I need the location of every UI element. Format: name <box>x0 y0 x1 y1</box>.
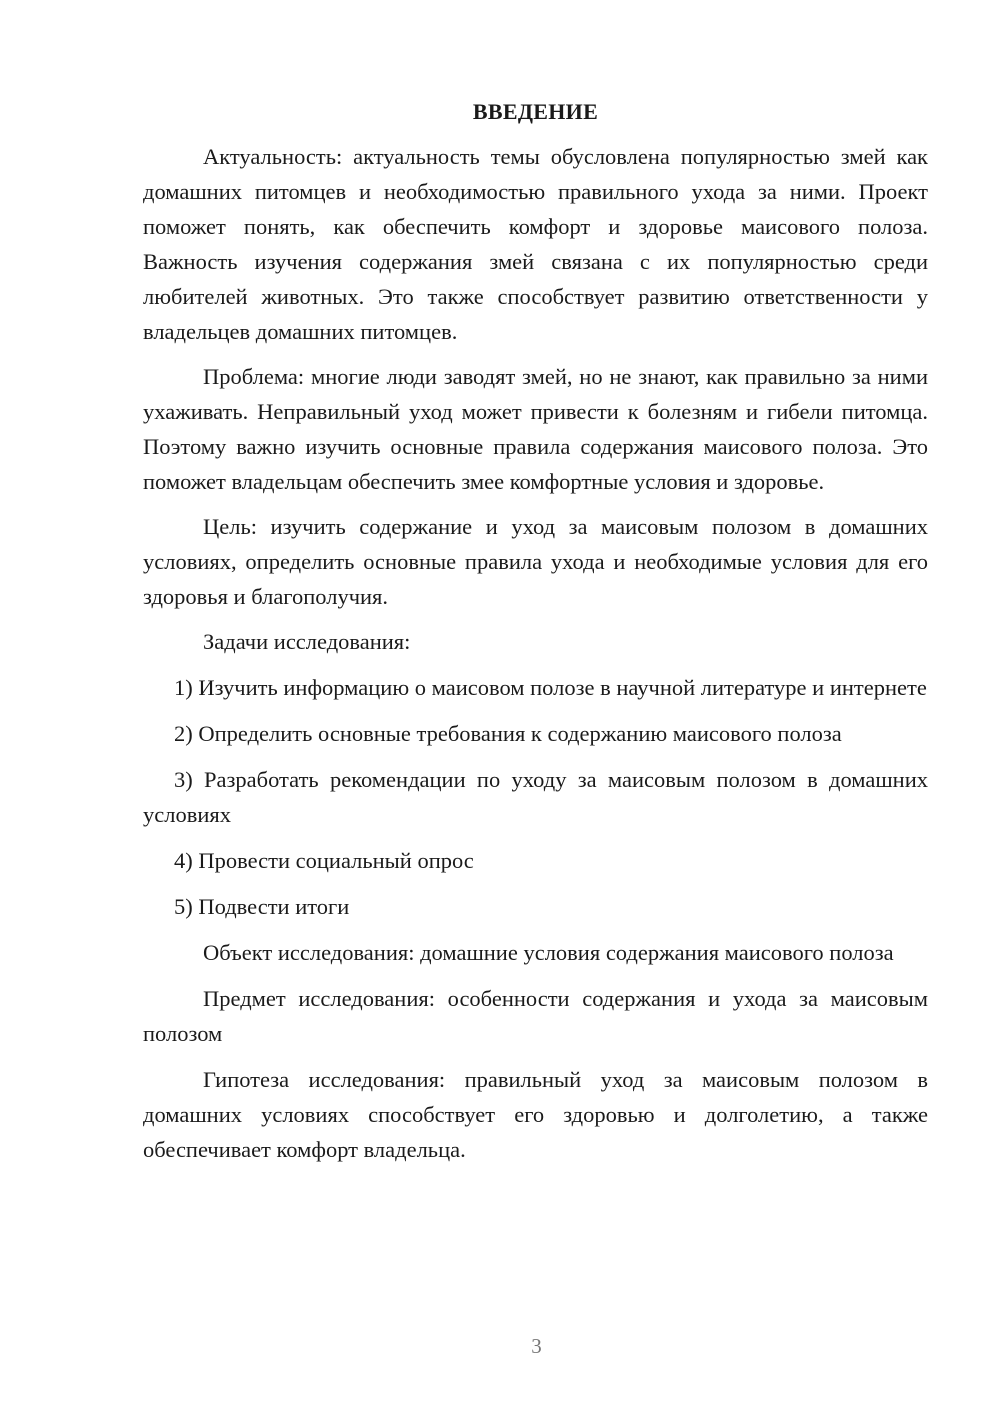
task-item-1: 1) Изучить информацию о маисовом полозе в научной литературе и интернете <box>174 675 927 700</box>
page-number: 3 <box>531 1334 542 1358</box>
page-content <box>143 94 928 1167</box>
paragraph-relevance: Актуальность: актуальность темы обусловлена популярностью змей как домашних питомцев и необходимостью правильного ухода за ними. Проект поможет понять, как обеспечить комфорт и здоровье маисового полоза. Важность изучения содержания змей связана с их популярностью среди любителей животных. Это также способствует развитию ответственности у владельцев домашних питомцев. <box>143 144 928 344</box>
section-title: ВВЕДЕНИЕ <box>472 99 599 124</box>
task-item-3: 3) Разработать рекомендации по уходу за маисовым полозом в домашних условиях <box>143 767 928 827</box>
paragraph-goal: Цель: изучить содержание и уход за маисовым полозом в домашних условиях, определить основные правила ухода и необходимые условия для его здоровья и благополучия. <box>143 514 928 609</box>
paragraph-hypothesis: Гипотеза исследования: правильный уход за маисовым полозом в домашних условиях способствует его здоровью и долголетию, а также обеспечивает комфорт владельца. <box>143 1067 928 1162</box>
task-item-4: 4) Провести социальный опрос <box>174 848 474 873</box>
task-item-2: 2) Определить основные требования к содержанию маисового полоза <box>174 721 842 746</box>
tasks-heading: Задачи исследования: <box>203 629 411 654</box>
paragraph-object: Объект исследования: домашние условия содержания маисового полоза <box>203 940 894 965</box>
task-item-5: 5) Подвести итоги <box>174 894 350 919</box>
paragraph-problem: Проблема: многие люди заводят змей, но не знают, как правильно за ними ухаживать. Неправильный уход может привести к болезням и гибели питомца. Поэтому важно изучить основные правила содержания маисового полоза. Это поможет владельцам обеспечить змее комфортные условия и здоровье. <box>143 364 928 494</box>
paragraph-subject: Предмет исследования: особенности содержания и ухода за маисовым полозом <box>143 986 928 1046</box>
